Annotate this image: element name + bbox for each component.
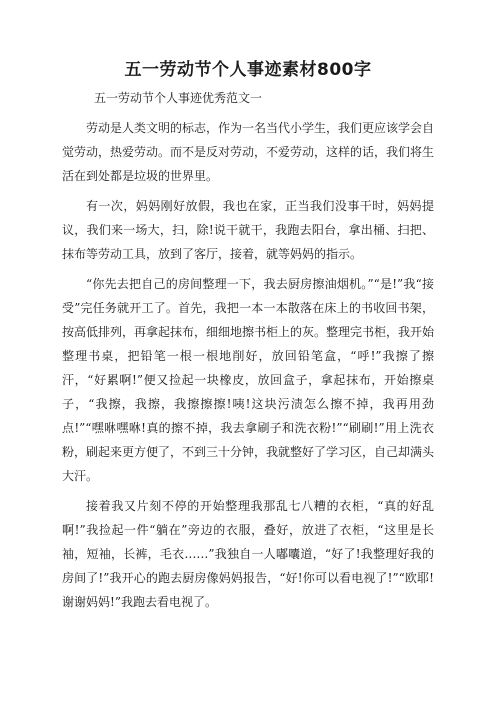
- document-subtitle: 五一劳动节个人事迹优秀范文一: [94, 91, 263, 105]
- document-title: 五一劳动节个人事迹素材800字: [124, 60, 372, 80]
- paragraph-3: “你先去把自己的房间整理一下，我去厨房擦油烟机。”“是!”我“接受”完任务就开工了。首先，我把一本一本散落在床上的书收回书架，按高低排列，再拿起抹布，细细地擦书柜上的灰。整理完书柜，我开始整理书桌，把铅笔一根一根地削好，放回铅笔盒，“呼!”我擦了擦汗，“好累啊!”便又捡起一块橡皮，放回盒子，拿起抹布，开始擦桌子，“我擦，我擦，我擦擦擦!咦!这块污渍怎么擦不掉，我再用劲点!”“嘿咻嘿咻!真的擦不掉，我去拿刷子和洗衣粉!”“刷刷!”用上洗衣粉，刷起来更方便了，不到三十分钟，我就整好了学习区，自己却满头大汗。: [62, 277, 435, 483]
- document-page: [62, 58, 434, 620]
- paragraph-4: 接着我又片刻不停的开始整理我那乱七八糟的衣柜，“真的好乱啊!”我捡起一件“躺在”旁边的衣服，叠好，放进了衣柜，“这里是长袖，短袖，长裤，毛衣……”我独自一人嘟囔道，“好了!我整理好我的房间了!”我开心的跑去厨房像妈妈报告，“好!你可以看电视了!”“欧耶!谢谢妈妈!”我跑去看电视了。: [62, 499, 434, 609]
- paragraph-1: 劳动是人类文明的标志，作为一名当代小学生，我们更应该学会自觉劳动，热爱劳动。而不是反对劳动，不爱劳动，这样的话，我们将生活在到处都是垃圾的世界里。: [62, 121, 435, 183]
- paragraph-2: 有一次，妈妈刚好放假，我也在家，正当我们没事干时，妈妈提议，我们来一场大，扫，除!说干就干，我跑去阳台，拿出桶、扫把、抹布等劳动工具，放到了客厅，接着，就等妈妈的指示。: [62, 199, 434, 261]
